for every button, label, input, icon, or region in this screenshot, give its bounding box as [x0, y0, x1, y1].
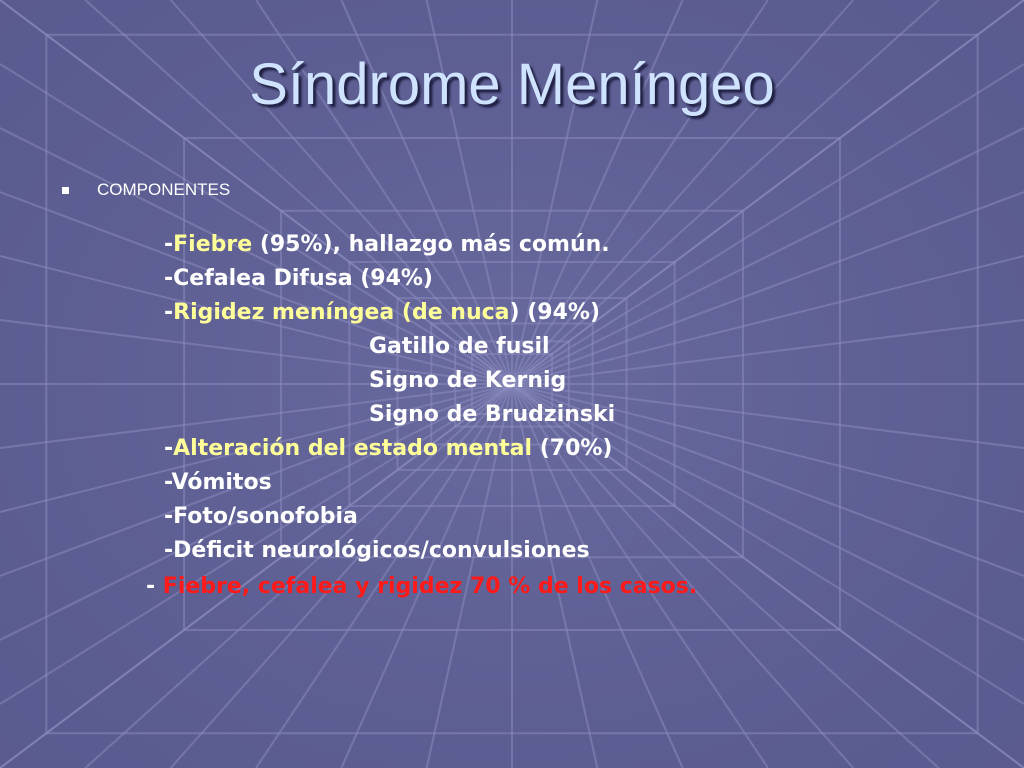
summary-prefix: -	[146, 574, 163, 599]
slide-title: Síndrome Meníngeo	[249, 52, 775, 117]
square-bullet-icon	[62, 187, 69, 194]
item-alteracion	[164, 438, 612, 460]
item-rigidez-rest: ) (94%)	[509, 300, 601, 325]
item-rigidez	[164, 302, 600, 324]
item-cefalea: -Cefalea Difusa (94%)	[164, 266, 433, 291]
item-fiebre-keyword: Fiebre	[173, 232, 253, 257]
sign-gatillo: Gatillo de fusil	[369, 334, 550, 359]
item-alteracion-prefix: -	[164, 436, 174, 461]
item-alteracion-keyword: Alteración del estado mental	[173, 436, 533, 461]
item-fiebre-prefix: -	[164, 232, 174, 257]
section-label: COMPONENTES	[97, 180, 231, 199]
sign-kernig: Signo de Kernig	[369, 368, 567, 393]
item-fiebre	[164, 234, 610, 256]
item-deficit: -Déficit neurológicos/convulsiones	[164, 538, 590, 563]
item-vomitos: -Vómitos	[164, 470, 272, 495]
item-rigidez-keyword: Rigidez meníngea (de nuca	[173, 300, 510, 325]
components-bullet	[62, 180, 230, 200]
summary-text: Fiebre, cefalea y rigidez 70 % de los casos.	[162, 574, 698, 599]
summary-line	[146, 576, 697, 598]
item-fiebre-rest: (95%), hallazgo más común.	[252, 232, 610, 257]
item-alteracion-rest: (70%)	[532, 436, 613, 461]
sign-brudzinski: Signo de Brudzinski	[369, 402, 616, 427]
item-rigidez-prefix: -	[164, 300, 174, 325]
item-foto-sonofobia: -Foto/sonofobia	[164, 504, 358, 529]
